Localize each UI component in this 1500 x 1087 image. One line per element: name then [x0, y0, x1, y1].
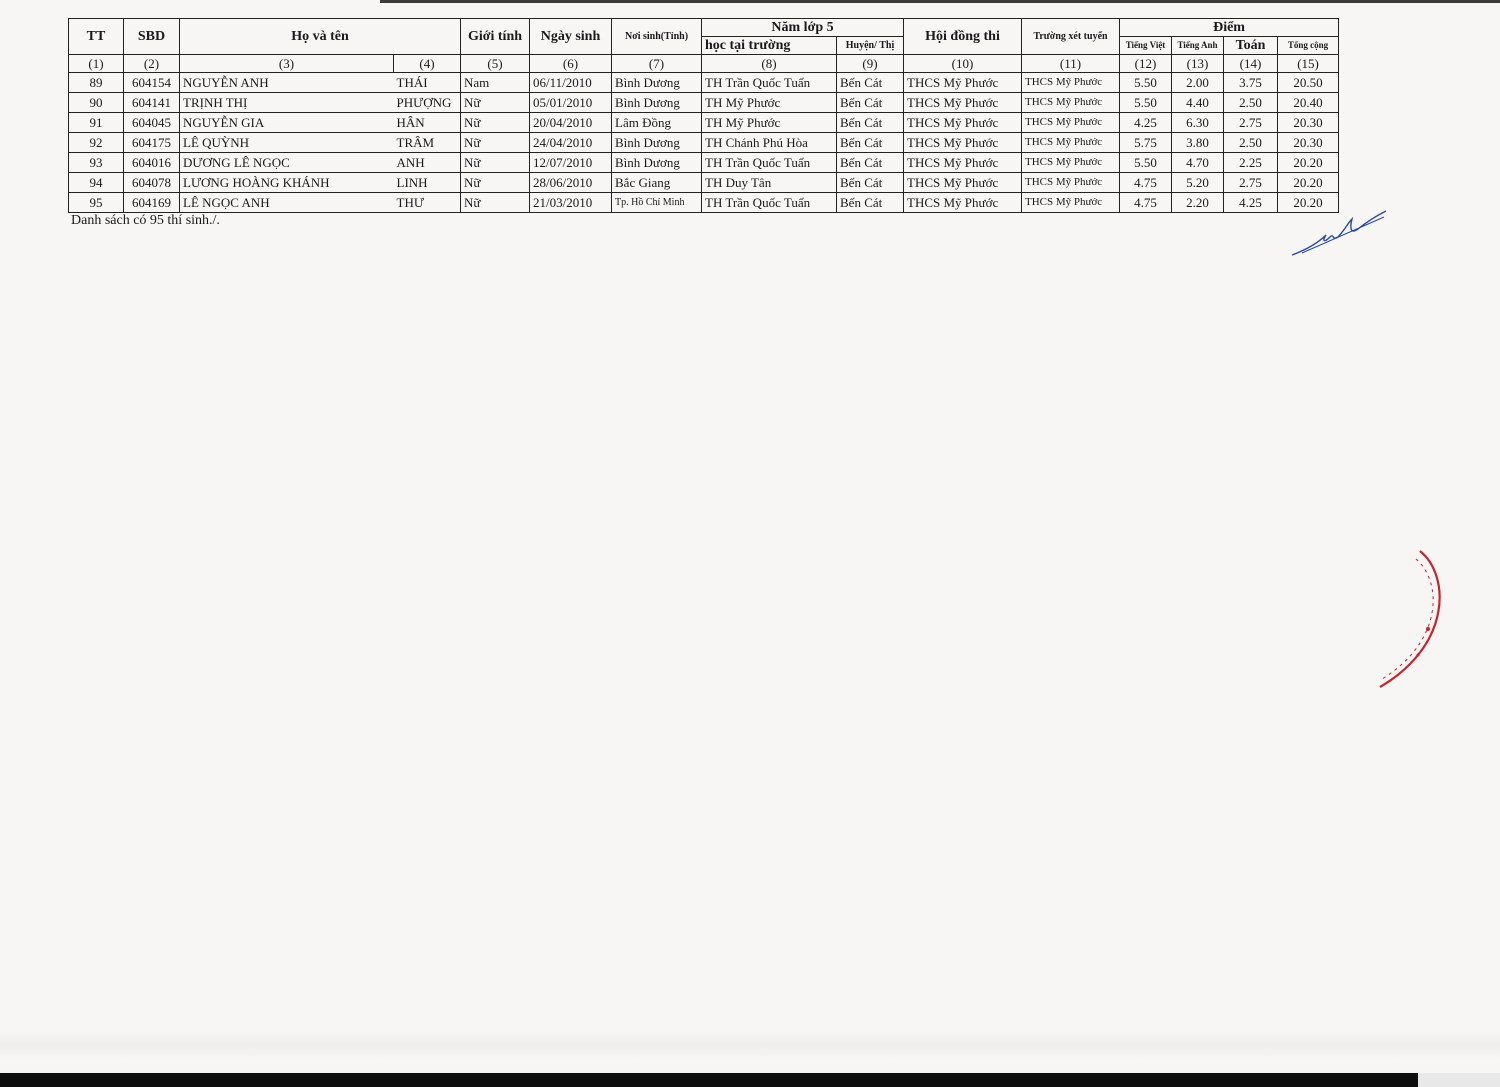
column-number: (15) [1278, 55, 1339, 73]
cell-tieng-anh: 2.00 [1172, 73, 1224, 93]
cell-tt: 92 [69, 133, 124, 153]
table-row [69, 153, 1339, 173]
table-row [69, 133, 1339, 153]
cell-sbd: 604045 [124, 113, 180, 133]
column-number: (2) [124, 55, 180, 73]
cell-sbd: 604169 [124, 193, 180, 213]
cell-truong: TH Trần Quốc Tuấn [702, 193, 837, 213]
signature-mark [1288, 205, 1388, 260]
cell-noi-sinh: Lâm Đồng [612, 113, 702, 133]
cell-tieng-viet: 4.75 [1120, 193, 1172, 213]
cell-tieng-viet: 4.25 [1120, 113, 1172, 133]
cell-tieng-anh: 4.40 [1172, 93, 1224, 113]
column-number: (5) [461, 55, 530, 73]
header-toan: Toán [1224, 37, 1278, 55]
cell-ho: NGUYỄN ANH [180, 73, 394, 93]
cell-xet-tuyen: THCS Mỹ Phước [1022, 73, 1120, 93]
cell-hoi-dong: THCS Mỹ Phước [904, 193, 1022, 213]
cell-hoi-dong: THCS Mỹ Phước [904, 153, 1022, 173]
column-number: (14) [1224, 55, 1278, 73]
cell-ngay-sinh: 05/01/2010 [530, 93, 612, 113]
cell-truong: TH Duy Tân [702, 173, 837, 193]
column-number: (10) [904, 55, 1022, 73]
cell-huyen: Bến Cát [837, 173, 904, 193]
cell-tieng-viet: 5.50 [1120, 93, 1172, 113]
cell-tieng-viet: 5.50 [1120, 73, 1172, 93]
cell-ho: NGUYỄN GIA [180, 113, 394, 133]
table-row [69, 73, 1339, 93]
table-row [69, 193, 1339, 213]
cell-tong-cong: 20.50 [1278, 73, 1339, 93]
cell-ten: HÂN [394, 113, 461, 133]
cell-ngay-sinh: 20/04/2010 [530, 113, 612, 133]
cell-noi-sinh: Bình Dương [612, 73, 702, 93]
cell-ngay-sinh: 06/11/2010 [530, 73, 612, 93]
header-truong-xet-tuyen: Trường xét tuyển [1022, 19, 1120, 55]
cell-tt: 94 [69, 173, 124, 193]
cell-ngay-sinh: 12/07/2010 [530, 153, 612, 173]
header-gioi-tinh: Giới tính [461, 19, 530, 55]
header-sbd: SBD [124, 19, 180, 55]
header-hoc-tai-truong: học tại trường [702, 37, 837, 55]
cell-noi-sinh: Bình Dương [612, 93, 702, 113]
cell-ten: ANH [394, 153, 461, 173]
cell-xet-tuyen: THCS Mỹ Phước [1022, 173, 1120, 193]
header-tong-cong: Tổng cộng [1278, 37, 1339, 55]
header-hoi-dong-thi: Hội đồng thi [904, 19, 1022, 55]
cell-ten: THƯ [394, 193, 461, 213]
cell-noi-sinh: Bình Dương [612, 133, 702, 153]
cell-sbd: 604078 [124, 173, 180, 193]
cell-tieng-anh: 5.20 [1172, 173, 1224, 193]
cell-toan: 4.25 [1224, 193, 1278, 213]
cell-toan: 2.75 [1224, 113, 1278, 133]
cell-tieng-anh: 6.30 [1172, 113, 1224, 133]
cell-hoi-dong: THCS Mỹ Phước [904, 73, 1022, 93]
column-number: (3) [180, 55, 394, 73]
header-tieng-anh: Tiếng Anh [1172, 37, 1224, 55]
cell-toan: 2.50 [1224, 93, 1278, 113]
red-seal-stamp [1360, 545, 1460, 705]
cell-tt: 93 [69, 153, 124, 173]
cell-sbd: 604016 [124, 153, 180, 173]
header-row-1 [69, 19, 1339, 37]
header-ngay-sinh: Ngày sinh [530, 19, 612, 55]
scan-edge-bottom-light [1418, 1073, 1500, 1087]
cell-tieng-anh: 4.70 [1172, 153, 1224, 173]
cell-ho: TRỊNH THỊ [180, 93, 394, 113]
cell-noi-sinh: Bình Dương [612, 153, 702, 173]
column-number: (8) [702, 55, 837, 73]
cell-toan: 2.25 [1224, 153, 1278, 173]
cell-ho: LƯƠNG HOÀNG KHÁNH [180, 173, 394, 193]
column-number: (12) [1120, 55, 1172, 73]
cell-tong-cong: 20.20 [1278, 153, 1339, 173]
cell-hoi-dong: THCS Mỹ Phước [904, 173, 1022, 193]
cell-sbd: 604175 [124, 133, 180, 153]
cell-truong: TH Trần Quốc Tuấn [702, 153, 837, 173]
cell-tong-cong: 20.20 [1278, 173, 1339, 193]
paper-fold-mark [0, 1030, 1500, 1060]
cell-toan: 2.50 [1224, 133, 1278, 153]
cell-huyen: Bến Cát [837, 93, 904, 113]
cell-tong-cong: 20.40 [1278, 93, 1339, 113]
cell-gioi-tinh: Nữ [461, 93, 530, 113]
footer-note: Danh sách có 95 thí sinh./. [71, 213, 220, 228]
cell-tieng-viet: 5.50 [1120, 153, 1172, 173]
scan-edge-top [380, 0, 1500, 3]
cell-tieng-anh: 3.80 [1172, 133, 1224, 153]
scan-edge-bottom [0, 1073, 1500, 1087]
header-noi-sinh: Nơi sinh(Tỉnh) [612, 19, 702, 55]
cell-tt: 91 [69, 113, 124, 133]
table-row [69, 113, 1339, 133]
cell-xet-tuyen: THCS Mỹ Phước [1022, 113, 1120, 133]
cell-huyen: Bến Cát [837, 113, 904, 133]
cell-tong-cong: 20.20 [1278, 193, 1339, 213]
cell-tieng-anh: 2.20 [1172, 193, 1224, 213]
column-number: (7) [612, 55, 702, 73]
cell-ngay-sinh: 21/03/2010 [530, 193, 612, 213]
cell-gioi-tinh: Nữ [461, 193, 530, 213]
cell-tieng-viet: 4.75 [1120, 173, 1172, 193]
column-number-row [69, 55, 1339, 73]
header-huyen-thi: Huyện/ Thị [837, 37, 904, 55]
column-number: (4) [394, 55, 461, 73]
cell-huyen: Bến Cát [837, 133, 904, 153]
cell-ho: LÊ QUỲNH [180, 133, 394, 153]
header-nam-lop-5: Năm lớp 5 [702, 19, 904, 37]
cell-gioi-tinh: Nữ [461, 153, 530, 173]
column-number: (1) [69, 55, 124, 73]
cell-tt: 90 [69, 93, 124, 113]
cell-truong: TH Mỹ Phước [702, 93, 837, 113]
cell-toan: 3.75 [1224, 73, 1278, 93]
cell-gioi-tinh: Nam [461, 73, 530, 93]
cell-noi-sinh: Bắc Giang [612, 173, 702, 193]
cell-truong: TH Mỹ Phước [702, 113, 837, 133]
cell-ho: LÊ NGỌC ANH [180, 193, 394, 213]
cell-ten: LINH [394, 173, 461, 193]
score-table [68, 18, 1339, 213]
cell-xet-tuyen: THCS Mỹ Phước [1022, 93, 1120, 113]
cell-huyen: Bến Cát [837, 73, 904, 93]
table-row [69, 93, 1339, 113]
column-number: (6) [530, 55, 612, 73]
column-number: (9) [837, 55, 904, 73]
cell-tong-cong: 20.30 [1278, 133, 1339, 153]
cell-ten: THÁI [394, 73, 461, 93]
column-number: (13) [1172, 55, 1224, 73]
cell-gioi-tinh: Nữ [461, 173, 530, 193]
header-tieng-viet: Tiếng Việt [1120, 37, 1172, 55]
cell-huyen: Bến Cát [837, 153, 904, 173]
cell-hoi-dong: THCS Mỹ Phước [904, 93, 1022, 113]
cell-sbd: 604154 [124, 73, 180, 93]
cell-truong: TH Trần Quốc Tuấn [702, 73, 837, 93]
table-row [69, 173, 1339, 193]
cell-ngay-sinh: 24/04/2010 [530, 133, 612, 153]
cell-truong: TH Chánh Phú Hòa [702, 133, 837, 153]
cell-tt: 95 [69, 193, 124, 213]
cell-xet-tuyen: THCS Mỹ Phước [1022, 153, 1120, 173]
cell-ten: TRÂM [394, 133, 461, 153]
cell-toan: 2.75 [1224, 173, 1278, 193]
column-number: (11) [1022, 55, 1120, 73]
cell-ngay-sinh: 28/06/2010 [530, 173, 612, 193]
cell-gioi-tinh: Nữ [461, 113, 530, 133]
header-diem: Điểm [1120, 19, 1339, 37]
cell-tong-cong: 20.30 [1278, 113, 1339, 133]
cell-sbd: 604141 [124, 93, 180, 113]
header-tt: TT [69, 19, 124, 55]
cell-hoi-dong: THCS Mỹ Phước [904, 133, 1022, 153]
cell-huyen: Bến Cát [837, 193, 904, 213]
cell-tt: 89 [69, 73, 124, 93]
cell-hoi-dong: THCS Mỹ Phước [904, 113, 1022, 133]
cell-xet-tuyen: THCS Mỹ Phước [1022, 133, 1120, 153]
cell-ho: DƯƠNG LÊ NGỌC [180, 153, 394, 173]
cell-xet-tuyen: THCS Mỹ Phước [1022, 193, 1120, 213]
cell-gioi-tinh: Nữ [461, 133, 530, 153]
cell-ten: PHƯỢNG [394, 93, 461, 113]
cell-noi-sinh: Tp. Hồ Chí Minh [612, 193, 702, 213]
cell-tieng-viet: 5.75 [1120, 133, 1172, 153]
header-ho-va-ten: Họ và tên [180, 19, 461, 55]
